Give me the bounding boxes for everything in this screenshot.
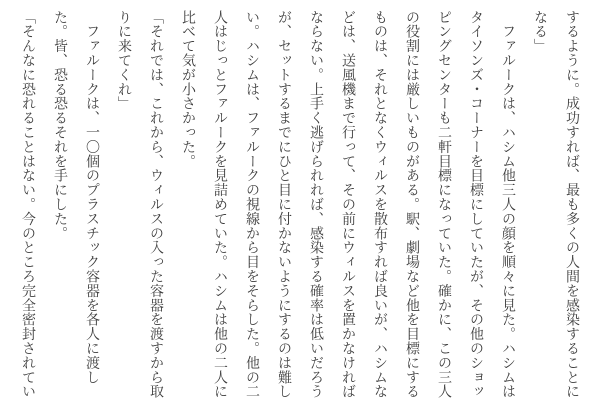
text-line: の役割には厳しいものがある。駅、劇場など他を目標にする xyxy=(404,10,420,399)
text-line: 比べて気が小さかった。 xyxy=(180,10,196,169)
text-line: ピングセンターも二軒目標になっていた。確かに、この三人 xyxy=(436,10,452,399)
text-line: なる」 xyxy=(532,10,548,54)
text-line: タイソンズ・コーナーを目標にしていたが、その他のショッ xyxy=(468,10,484,399)
text-line: 「そんなに恐れることはない。今のところ完全密封されてい xyxy=(20,10,36,399)
text-line: ファルークは、一〇個のプラスチック容器を各人に渡し xyxy=(84,10,100,385)
text-line: するように。成功すれば、最も多くの人間を感染することに xyxy=(564,10,580,399)
text-line: 「それでは、これから、ウィルスの入った容器を渡すから取 xyxy=(148,10,164,399)
vertical-text-flow xyxy=(12,10,588,404)
text-line: が、セットするまでにひと目に付かないようにするのは難し xyxy=(276,10,292,399)
text-line: どは、送風機まで行って、その前にウィルスを置かなければ xyxy=(340,10,356,399)
text-line: ならない。上手く逃げられれば、感染する確率は低いだろう xyxy=(308,10,324,399)
text-line: りに来てくれ」 xyxy=(116,10,132,111)
text-line: い。ハシムは、ファルークの視線から目をそらした。他の二 xyxy=(244,10,260,399)
text-line: 人はじっとファルークを見詰めていた。ハシムは他の二人に xyxy=(212,10,228,399)
text-line: た。皆、恐る恐るそれを手にした。 xyxy=(52,10,68,241)
text-line: ファルークは、ハシム他三人の顔を順々に見た。ハシムは xyxy=(500,10,516,399)
text-line: ものは、それとなくウィルスを散布すれば良いが、ハシムな xyxy=(372,10,388,399)
